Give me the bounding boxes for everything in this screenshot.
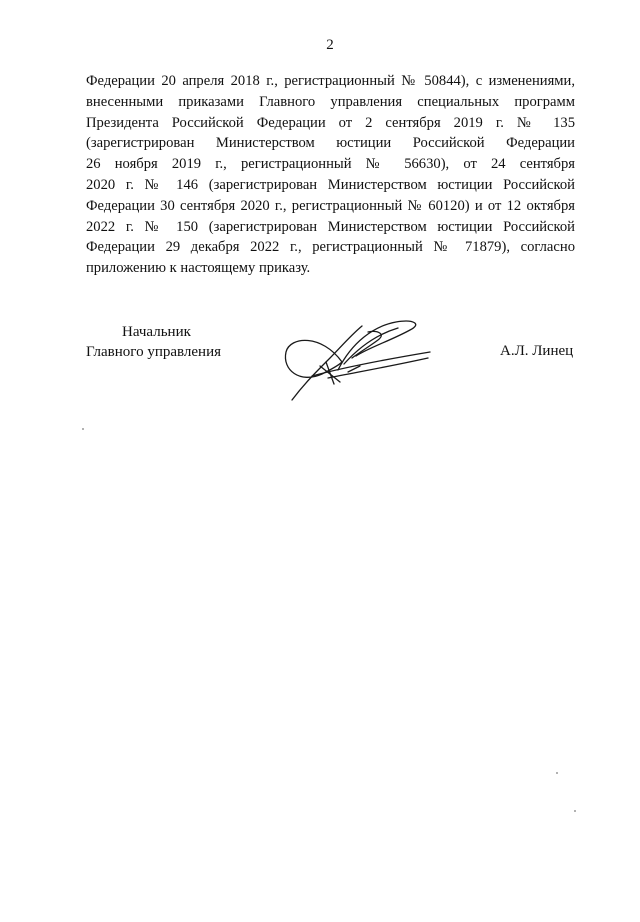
handwritten-signature bbox=[282, 312, 434, 404]
body-line: Федерации 30 сентября 2020 г., регистрационный № 60120) и от 12 октября bbox=[86, 197, 575, 214]
body-line: 2022 г. № 150 (зарегистрирован Министерством юстиции Российской bbox=[86, 218, 575, 235]
body-line: внесенными приказами Главного управления специальных программ bbox=[86, 93, 575, 110]
signatory-title bbox=[86, 322, 246, 362]
body-line: Федерации 20 апреля 2018 г., регистрационный № 50844), с изменениями, bbox=[86, 73, 575, 89]
body-line: приложению к настоящему приказу. bbox=[86, 260, 311, 277]
body-paragraph bbox=[86, 71, 575, 279]
signatory-title-line: Главного управления bbox=[86, 344, 221, 360]
body-line: Президента Российской Федерации от 2 сентября 2019 г. № 135 bbox=[86, 114, 575, 131]
scan-speck bbox=[556, 772, 558, 774]
body-line: (зарегистрирован Министерством юстиции Российской Федерации bbox=[86, 135, 575, 152]
signatory-name: А.Л. Линец bbox=[500, 343, 574, 359]
scan-speck bbox=[574, 810, 576, 812]
body-line: 2020 г. № 146 (зарегистрирован Министерством юстиции Российской bbox=[86, 176, 575, 193]
body-line: Федерации 29 декабря 2022 г., регистрационный № 71879), согласно bbox=[86, 239, 575, 256]
signatory-title-line: Начальник bbox=[122, 324, 191, 340]
scan-speck bbox=[82, 428, 84, 430]
body-line: 26 ноября 2019 г., регистрационный № 56630), от 24 сентября bbox=[86, 156, 575, 173]
page-number: 2 bbox=[326, 37, 334, 53]
